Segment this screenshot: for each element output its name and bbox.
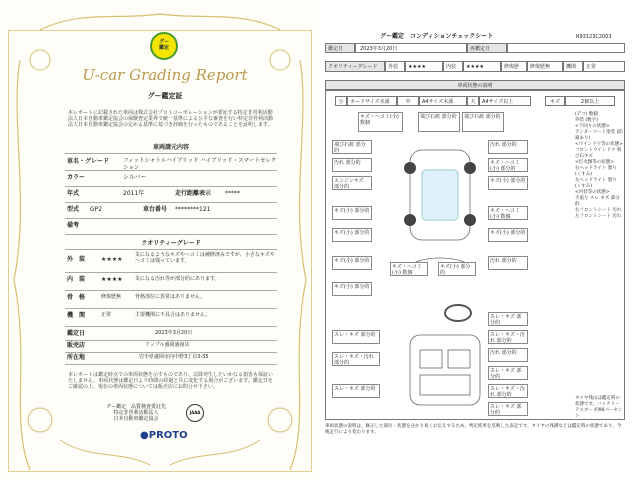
row-stars: 修復歴無 [101, 294, 122, 300]
size-legend-cell: 中 [397, 96, 419, 106]
note-line: 天張り スレ キズ 部分的 [575, 196, 620, 207]
quality-row-frame [65, 294, 277, 309]
note-line: <内装等の状態> [575, 190, 610, 195]
row-desc: 気になるようなキズやヘコミは補修済みですが、小さなキズやヘコミは残っています。 [135, 252, 275, 264]
shop-row [65, 342, 277, 353]
row-label: カラー [67, 174, 86, 181]
interior-callout: スレ・キズ 部分的 [332, 384, 380, 398]
proto-logo [140, 430, 188, 441]
note-line: 右フロントシート 汚れ [575, 208, 622, 213]
part-callout: 飛び石痕 部分的 [462, 112, 504, 132]
grade-col-value: 修復歴無 [527, 61, 563, 72]
row-stars: 正常 [101, 312, 112, 318]
row-extra-value: ***** [225, 190, 240, 197]
signature-block [96, 404, 176, 422]
size-legend-cell: カードサイズ未満 [347, 96, 397, 106]
row-label: 型式 [67, 206, 80, 213]
row-value: 2023年3月20日 [155, 330, 193, 336]
tire-battery-note: タイヤ残山は鑑定時の状態です。バッテリー テスター 約90パーセント [575, 396, 623, 419]
row-extra-label: 走行距離表示 [175, 190, 212, 197]
sign-line: 特定非営利活動法人 [113, 410, 159, 416]
vehicle-row-color [65, 174, 277, 187]
jaaa-label: JAAA [189, 410, 201, 415]
row-extra-value: ********121 [175, 206, 211, 213]
part-callout: キズ(小) 部分的 [332, 256, 372, 270]
grade-col-value: ★★★★ [463, 61, 501, 72]
quality-section-title: クオリティーグレード [65, 240, 277, 250]
note-line: (デコ) 数個 [575, 112, 598, 117]
date-row [65, 330, 277, 341]
address-row [65, 354, 277, 365]
sign-line: グー鑑定 品質検査委託先 [105, 404, 166, 410]
row-label: 機 関 [67, 312, 86, 319]
proto-logo-text: PROTO [148, 430, 188, 441]
part-callout: エンジンキズ 部分的 [332, 176, 372, 190]
size-legend-cell: 小 [335, 96, 347, 106]
part-callout: キズ(小) 部分的 [488, 176, 528, 190]
interior-callout: スレ・キズ 部分的 [332, 330, 380, 344]
row-value: フィットシャトルハイブリッド ハイブリッド・スマートセレクション [123, 158, 277, 171]
part-callout: キズ・ヘコミ(小) 数個 [390, 262, 428, 276]
vehicle-row-remarks [65, 222, 277, 235]
quality-row-exterior [65, 252, 277, 273]
note-line: フロントウインドウ 飛び石キズ [575, 148, 622, 159]
damage-count: 2個以上 [565, 96, 615, 106]
row-label: 外 装 [67, 256, 86, 263]
row-desc: 主要機関に不具合はありません。 [135, 312, 211, 318]
damage-label: キズ [545, 96, 565, 106]
grade-col-value: ★★★★ [405, 61, 443, 72]
disclaimer-text: 車両状態の説明は、修正した部位・状態を分かり易くお伝えするため、判定結果を反映した表記です。タイヤの残溝などは鑑定時の状態であり、今後走行により変わります。 [325, 424, 622, 435]
grade-col-label: 機関 [563, 61, 583, 72]
report-title: U-car Grading Report [82, 66, 248, 84]
part-callout: キズ(小) 部分的 [332, 282, 372, 296]
part-callout: キズ(小) 部分的 [332, 206, 372, 220]
note-line: <ウインドウ等の状態> [575, 142, 623, 147]
grade-col-value: 正常 [583, 61, 625, 72]
size-legend-cell: A4サイズ未満 [419, 96, 467, 106]
quality-row-interior [65, 276, 277, 291]
row-stars: ★★★★ [101, 256, 123, 263]
row-label: 販売店 [67, 342, 86, 349]
row-label: 年式 [67, 190, 80, 197]
interior-callout: スレ・キズ・汚れ 部分的 [332, 352, 380, 366]
intro-text: 本レポートに記載された車両は株式会社プロトコーポレーションが委託する特定非営利活動法人日本自動車鑑定協会の保険査定業界で統一基準による公平な審査を行い特定非営利活動法人日本自動車鑑定協会の定める基準に基づき評価を行ったものであることを証明します。 [68, 110, 274, 128]
goo-badge-icon: グー 鑑定 [150, 32, 178, 60]
part-callout: 汚れ 部分的 [488, 256, 528, 270]
car-interior-diagram [400, 330, 490, 410]
car-top-view-diagram [390, 140, 490, 250]
row-extra-label: 車台番号 [143, 206, 168, 213]
row-stars: ★★★★ [101, 276, 123, 283]
interior-callout: スレ・キズ 部分的 [488, 402, 528, 416]
grade-label: クオリティーグレード [325, 61, 385, 72]
row-desc: 骨格部位に異常はありません。 [135, 294, 206, 300]
row-label: 骨 格 [67, 294, 86, 301]
part-callout: キズ(小) 部分的 [438, 262, 476, 276]
interior-callout: 汚れ 部分的 [488, 348, 528, 362]
note-line: 外装 (数字) [575, 118, 598, 123]
vehicle-row-year [65, 190, 277, 203]
row-label: 内 装 [67, 276, 86, 283]
part-callout: キズ(小) 部分的 [332, 228, 372, 242]
condition-check-sheet [320, 0, 640, 480]
part-callout: キズ・ヘコミ(小) 数個 [488, 206, 528, 220]
reinspect-label: 再鑑定日 [467, 43, 507, 53]
sheet-title: グー鑑定 コンディションチェックシート [380, 33, 494, 40]
grade-col-label: 内装 [443, 61, 463, 72]
part-callout: キズ・ヘコミ(小) 数個 [358, 112, 403, 132]
part-callout: 汚れ 部分的 [332, 158, 372, 172]
note-line: <下回りの状態> [575, 124, 610, 129]
row-value: シルバー [123, 174, 147, 181]
row-value: アップル盛岡盛南店 [145, 342, 190, 348]
condition-title: 車両状態の説明 [325, 80, 625, 90]
size-legend-cell: 大 [467, 96, 479, 106]
row-label: 所在地 [67, 354, 86, 361]
steering-wheel-icon [444, 304, 472, 322]
row-value: 岩手県盛岡市向中野3丁目3-35 [139, 354, 209, 360]
date-label: 鑑定日 [325, 43, 355, 53]
note-line: 左フロントシート 汚れ [575, 214, 622, 219]
note-line: 左ヘッドライト 曇り(くすみ) [575, 178, 617, 189]
grade-col-label: 外装 [385, 61, 405, 72]
vehicle-row-model [65, 206, 277, 219]
row-value: GP2 [90, 206, 103, 213]
row-label: 鑑定日 [67, 330, 86, 337]
vehicle-row-name [65, 158, 277, 171]
part-callout: キズ・ヘコミ(小) 部分的 [488, 158, 528, 172]
row-label: 備考 [67, 222, 80, 229]
interior-callout: スレ・キズ・汚れ 部分的 [488, 330, 528, 344]
part-callout: 飛び石痕 部分的 [332, 140, 372, 154]
interior-callout: スレ・キズ 部分的 [488, 312, 528, 326]
proto-mark-icon: ● [140, 430, 149, 441]
note-line: 右ヘッドライト 曇り(くすみ) [575, 166, 617, 177]
certificate-number: R93123C2003 [576, 34, 612, 40]
note-line: アンダーコート塗装 (防錆あり) [575, 130, 623, 141]
size-legend-cell: A4サイズ以上 [479, 96, 531, 106]
note-line: <灯火類等の状態> [575, 160, 615, 165]
jaaa-seal-icon [186, 404, 204, 422]
sign-line: 日本自動車鑑定協会 [113, 416, 159, 422]
part-callout: 汚れ 部分的 [488, 140, 528, 154]
date-value: 2023年3月20日 [355, 43, 467, 53]
grade-col-label: 修復歴 [501, 61, 527, 72]
interior-callout: スレ・キズ 部分的 [488, 366, 528, 380]
part-callout: 飛び石痕 部分的 [418, 112, 460, 132]
row-label: 車名・グレード [67, 158, 110, 165]
row-value: 2011年 [123, 190, 145, 197]
row-desc: 気になる汚れ等が部分的にあります。 [135, 276, 220, 282]
vehicle-section-title: 車両請元内容 [65, 144, 277, 154]
report-subtitle: グー鑑定証 [147, 92, 183, 100]
quality-row-engine [65, 312, 277, 327]
footer-note: 本レポートは鑑定時点での車両状態を示すものであり、以降発生したいかなる損害も保証いたしません。車両状態は鑑定日より時間の経過と共に変化する場合がございます。鑑定日をご確認の上、現在の車両状態については販売店にお問合せ下さい。 [68, 372, 274, 390]
reinspect-value [507, 43, 625, 53]
notes-column [575, 112, 623, 220]
interior-callout: スレ・キズ・汚れ 部分的 [488, 384, 528, 398]
part-callout: キズ(小) 部分的 [488, 228, 528, 242]
